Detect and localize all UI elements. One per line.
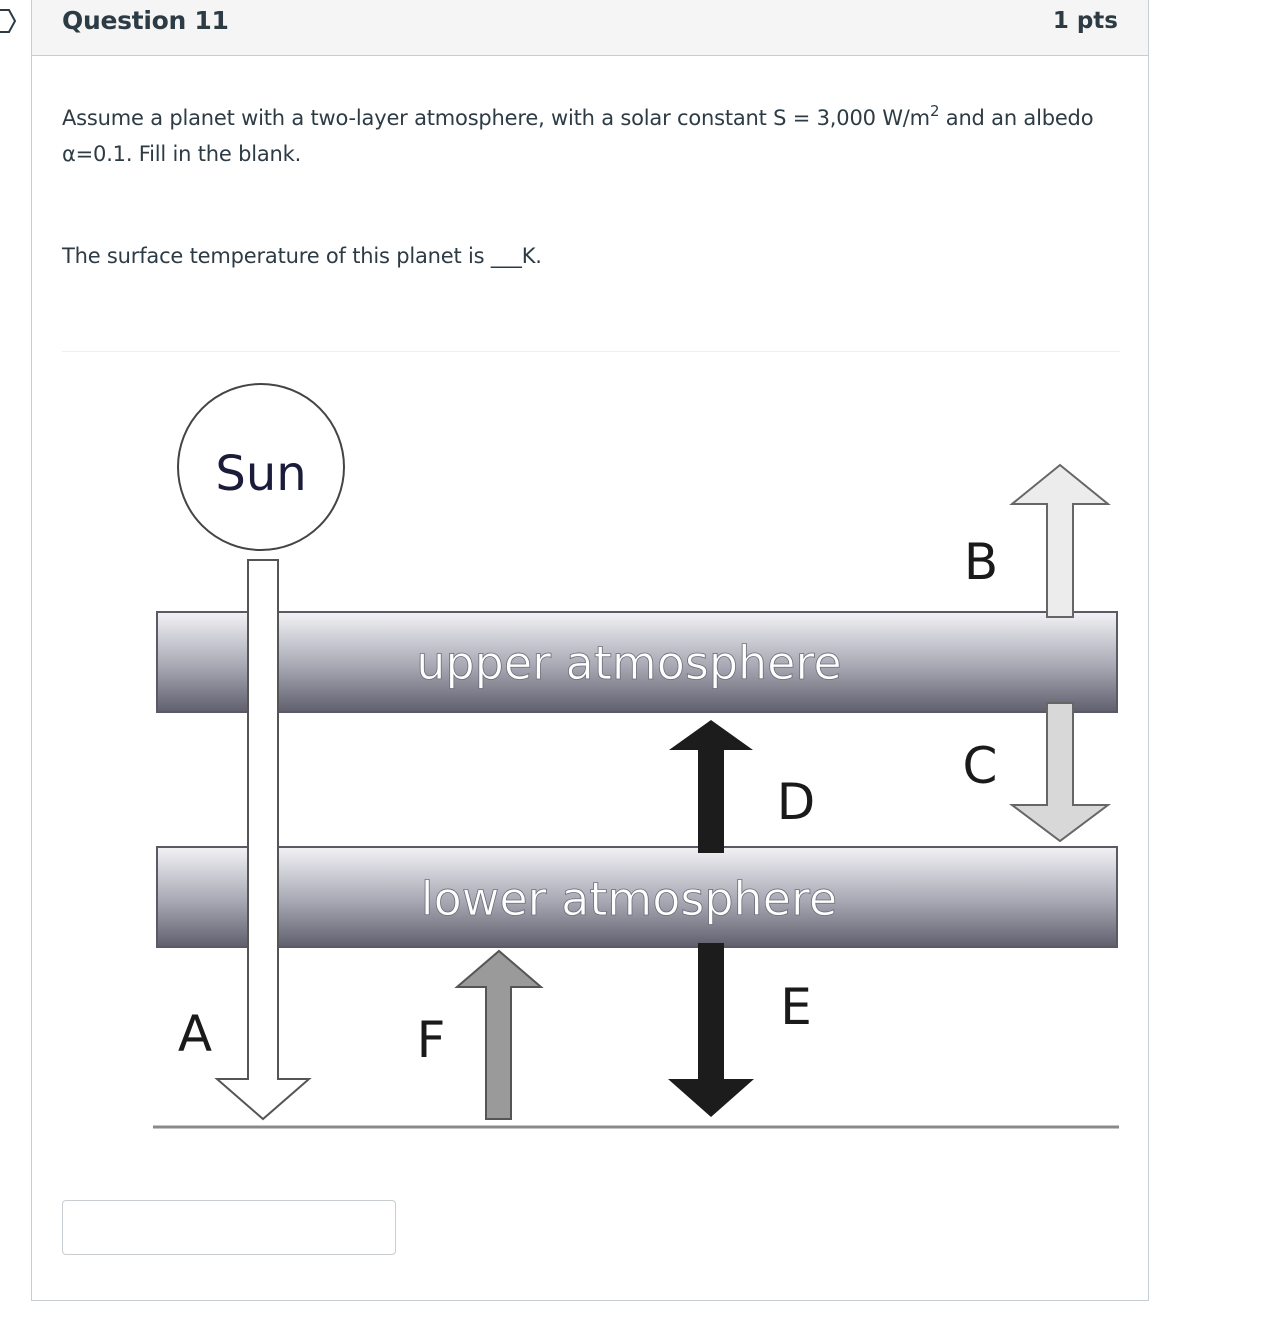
arrow-label-c: C [962,737,998,795]
arrow-c [1012,703,1108,841]
answer-input[interactable] [62,1200,396,1255]
question-prompt [62,100,1122,172]
arrow-f [457,951,541,1119]
arrow-b [1012,465,1108,617]
question-points: 1 pts [1052,8,1118,34]
question-card [31,0,1149,1301]
arrow-label-e: E [780,978,812,1036]
prompt-superscript: 2 [929,102,940,120]
arrow-label-f: F [416,1011,446,1069]
prompt-text-1: Assume a planet with a two-layer atmosphere, with a solar constant S = 3,000 W/m [62,106,930,130]
arrow-label-a: A [177,1005,213,1063]
arrow-e [668,943,754,1117]
question-title: Question 11 [62,6,229,35]
divider [62,351,1120,352]
arrow-label-d: D [776,773,816,831]
question-header [32,0,1148,56]
two-layer-atmosphere-diagram [111,367,1121,1147]
prompt-text-2: and an albedo α=0.1. Fill in the blank. [62,106,1094,166]
lower-atmosphere-label: lower atmosphere [420,872,838,926]
arrow-d [669,720,753,853]
question-flag-icon[interactable] [0,8,16,34]
upper-atmosphere-label: upper atmosphere [416,636,842,690]
arrow-label-b: B [963,533,999,591]
fill-in-blank-sentence: The surface temperature of this planet is ___K. [62,244,542,268]
sun-label: Sun [215,446,307,502]
